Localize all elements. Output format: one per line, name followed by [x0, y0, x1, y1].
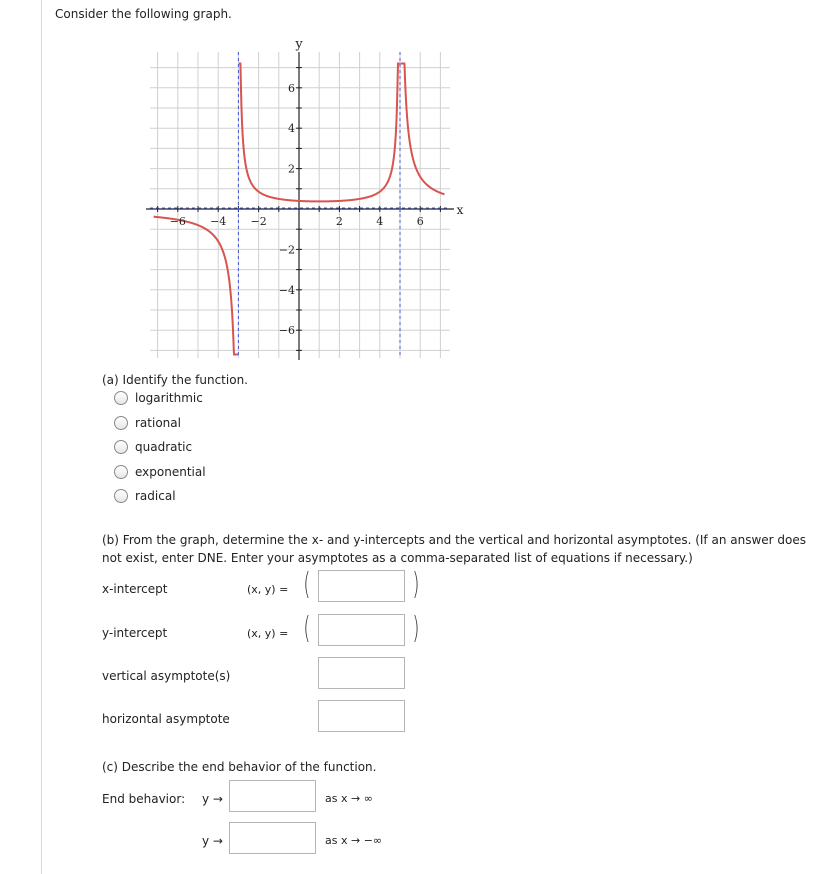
end-behavior-label: End behavior:: [102, 792, 186, 806]
intro-text: Consider the following graph.: [55, 7, 232, 21]
y-tick-label: 6: [288, 81, 295, 95]
radio-exponential[interactable]: [114, 465, 128, 479]
vertical-asymptote-label: vertical asymptote(s): [102, 669, 231, 683]
x-intercept-close-paren: ): [412, 567, 420, 602]
y-intercept-close-paren: ): [412, 611, 420, 646]
vertical-asymptote-input[interactable]: [318, 657, 405, 689]
y-tick-label: 4: [288, 122, 295, 136]
option-radical-label: radical: [135, 489, 176, 503]
end-behavior-as-pos: as x → ∞: [325, 792, 373, 805]
x-tick-label: 6: [416, 215, 424, 228]
x-tick-label: 4: [376, 215, 384, 228]
end-behavior-pos-input[interactable]: [229, 780, 316, 812]
graph-labels: [170, 37, 464, 337]
curve-branch-left: [154, 217, 238, 355]
x-intercept-coord-label: (x, y) =: [247, 583, 289, 596]
option-exponential-label: exponential: [135, 465, 206, 479]
y-tick-label: −6: [278, 324, 295, 338]
function-graph: [140, 36, 470, 366]
end-behavior-neg-input[interactable]: [229, 822, 316, 854]
part-b-question: (b) From the graph, determine the x- and y-intercepts and the vertical and horizontal asymptotes. (If an answer does not exist, enter DNE. Enter your asymptotes as a comma-separated list of equations if necessary.): [102, 533, 806, 565]
y-tick-label: −2: [278, 243, 295, 257]
y-intercept-input[interactable]: [318, 614, 405, 646]
x-tick-label: −6: [169, 215, 186, 228]
x-tick-label: −4: [210, 215, 227, 228]
graph-axes: [146, 52, 454, 360]
radio-radical[interactable]: [114, 489, 128, 503]
end-behavior-y-arrow-1: y →: [202, 792, 223, 806]
x-tick-label: −2: [250, 215, 267, 228]
x-axis-label: x: [456, 203, 464, 217]
y-tick-label: −4: [278, 283, 295, 297]
radio-rational[interactable]: [114, 416, 128, 430]
option-quadratic-label: quadratic: [135, 440, 193, 454]
end-behavior-as-neg: as x → −∞: [325, 834, 383, 847]
part-c-question: (c) Describe the end behavior of the function.: [102, 760, 377, 774]
x-intercept-label: x-intercept: [102, 582, 168, 596]
y-axis-label: y: [295, 37, 303, 52]
part-a-question: (a) Identify the function.: [102, 373, 248, 387]
y-tick-label: 2: [288, 162, 295, 176]
curve-branch-right: [400, 64, 444, 195]
x-intercept-input[interactable]: [318, 570, 405, 602]
option-rational-label: rational: [135, 416, 181, 430]
y-intercept-open-paren: (: [303, 611, 311, 646]
end-behavior-y-arrow-2: y →: [202, 834, 223, 848]
y-intercept-label: y-intercept: [102, 626, 168, 640]
x-intercept-open-paren: (: [303, 567, 311, 602]
horizontal-asymptote-label: horizontal asymptote: [102, 712, 230, 726]
horizontal-asymptote-input[interactable]: [318, 700, 405, 732]
radio-logarithmic[interactable]: [114, 391, 128, 405]
option-logarithmic-label: logarithmic: [135, 391, 203, 405]
y-intercept-coord-label: (x, y) =: [247, 627, 289, 640]
x-tick-label: 2: [335, 215, 343, 228]
radio-quadratic[interactable]: [114, 440, 128, 454]
